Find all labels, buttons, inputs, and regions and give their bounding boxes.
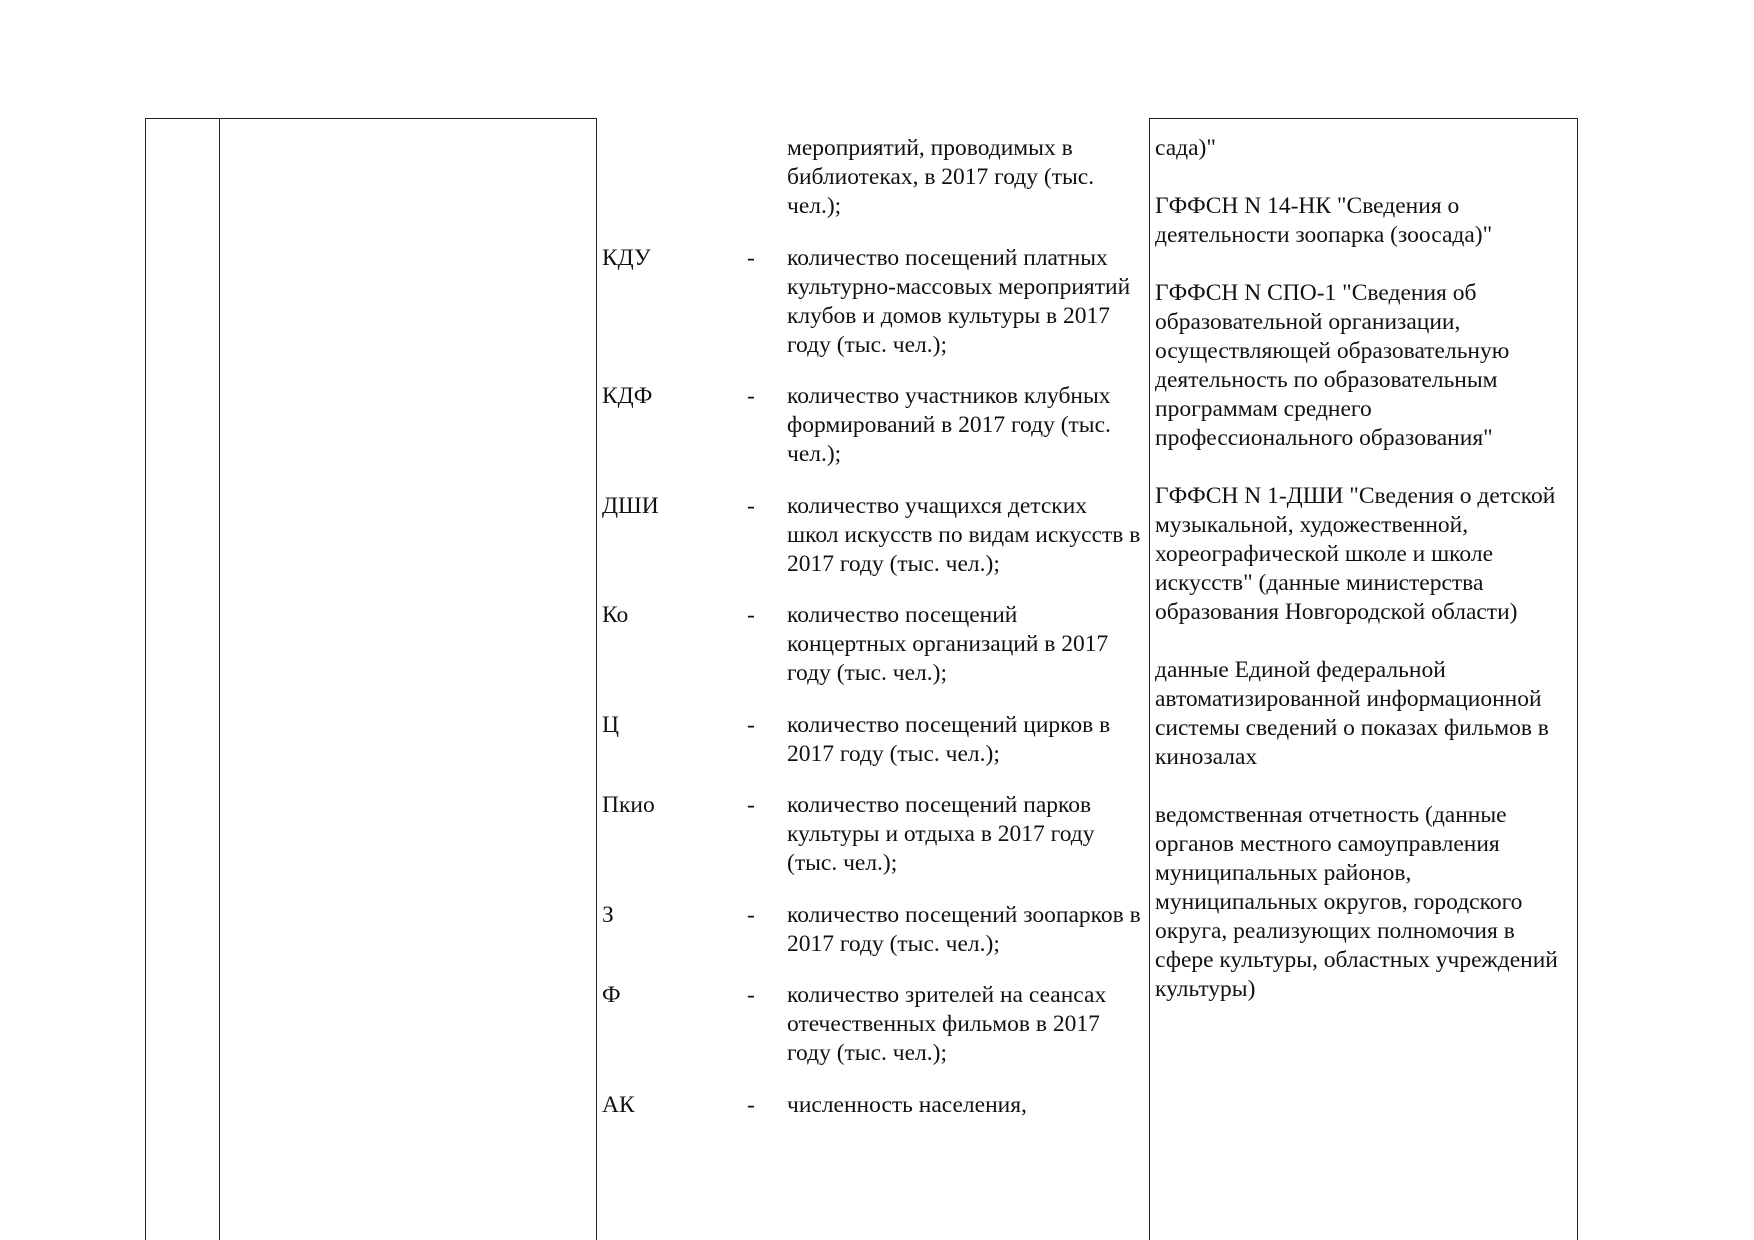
- definition-text: количество посещений цирков в 2017 году (тыс. чел.);: [787, 711, 1111, 767]
- definition-text: количество участников клубных формирований в 2017 году (тыс. чел.);: [787, 383, 1111, 467]
- source-paragraph: ГФФСН N 1-ДШИ "Сведения о детской музыкальной, художественной, хореографической школе и школе искусств" (данные министерства образования Новгородской области): [1155, 483, 1556, 625]
- table-column-border-2: [219, 118, 220, 1240]
- definition-symbol: Пкио: [602, 792, 655, 818]
- definition-row: [602, 1091, 1142, 1120]
- definition-text: количество учащихся детских школ искусств по видам искусств в 2017 году (тыс. чел.);: [787, 492, 1141, 577]
- definition-row: [602, 981, 1142, 1068]
- definition-text: численность населения,: [787, 1091, 1027, 1118]
- source-paragraph: ведомственная отчетность (данные органов местного самоуправления муниципальных районов, муниципальных округов, городского округа, реализующих полномочия в сфере культуры, областных учреждений культуры): [1155, 802, 1558, 1002]
- definition-row: [602, 601, 1142, 688]
- definition-dash: -: [747, 492, 755, 519]
- source-paragraph: ГФФСН N 14-НК "Сведения о деятельности зоопарка (зоосада)": [1155, 193, 1493, 248]
- table-top-border: [145, 118, 597, 119]
- table-column-border-5: [1577, 118, 1578, 1240]
- definition-row: [602, 901, 1142, 959]
- definition-symbol: Ц: [602, 711, 619, 738]
- source-paragraph: сада)": [1155, 135, 1216, 161]
- definition-text: количество посещений зоопарков в 2017 году (тыс. чел.);: [787, 901, 1141, 957]
- definition-dash: -: [747, 1091, 755, 1118]
- definition-dash: -: [747, 383, 755, 409]
- definition-dash: -: [747, 602, 755, 628]
- definition-dash: -: [747, 711, 755, 738]
- definition-row: [602, 791, 1142, 878]
- definition-symbol: Ф: [602, 982, 621, 1008]
- definition-symbol: ДШИ: [602, 492, 659, 519]
- definition-row: [602, 382, 1142, 469]
- definition-symbol: Ко: [602, 602, 629, 628]
- definition-dash: -: [747, 244, 755, 271]
- definition-text: мероприятий, проводимых в библиотеках, в 2017 году (тыс. чел.);: [787, 135, 1095, 219]
- definition-symbol: КДУ: [602, 244, 651, 271]
- definition-symbol: З: [602, 901, 614, 928]
- definition-symbol: АК: [602, 1091, 635, 1118]
- table-top-border-right: [1149, 118, 1578, 119]
- definition-dash: -: [747, 982, 755, 1008]
- definition-text: количество посещений парков культуры и отдыха в 2017 году (тыс. чел.);: [787, 792, 1095, 876]
- source-paragraph: ГФФСН N СПО-1 "Сведения об образовательной организации, осуществляющей образовательную деятельность по образовательным программам среднего профессионального образования": [1155, 280, 1510, 451]
- definition-text: количество зрителей на сеансах отечественных фильмов в 2017 году (тыс. чел.);: [787, 982, 1107, 1066]
- definition-row: [602, 711, 1142, 769]
- formula-definitions: [602, 134, 1142, 1142]
- definition-dash: -: [747, 792, 755, 818]
- source-paragraph: данные Единой федеральной автоматизированной информационной системы сведений о показах фильмов в кинозалах: [1155, 657, 1549, 770]
- definition-row: [602, 492, 1142, 579]
- table-column-border-3: [596, 118, 597, 1240]
- definition-text: количество посещений платных культурно-массовых мероприятий клубов и домов культуры в 2017 году (тыс. чел.);: [787, 244, 1131, 358]
- data-sources: [1155, 134, 1573, 1004]
- definition-row: [602, 134, 1142, 221]
- definition-text: количество посещений концертных организаций в 2017 году (тыс. чел.);: [787, 602, 1109, 686]
- table-column-border-1: [145, 118, 146, 1240]
- table-column-border-4: [1149, 118, 1150, 1240]
- definition-dash: -: [747, 901, 755, 928]
- definition-symbol: КДФ: [602, 383, 653, 409]
- definition-row: [602, 244, 1142, 360]
